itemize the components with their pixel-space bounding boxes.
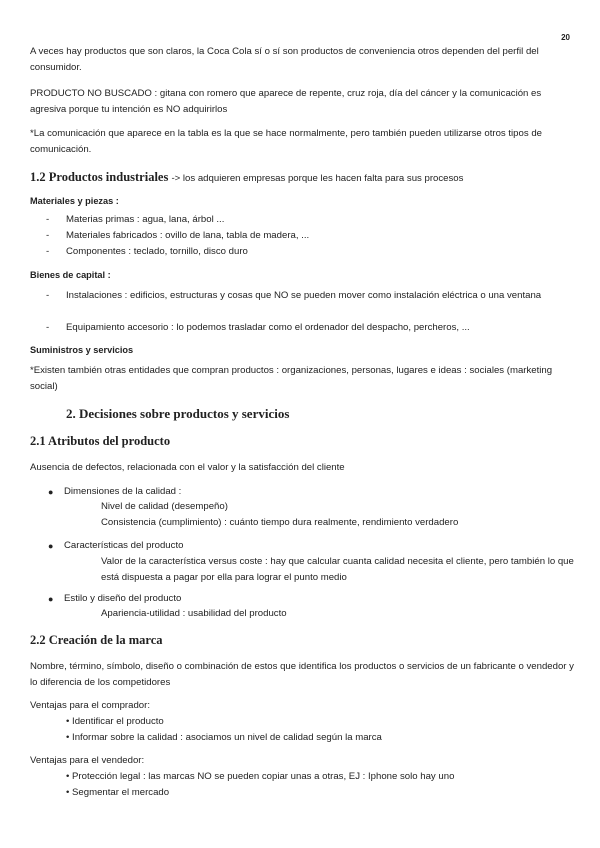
list-item: Materiales fabricados : ovillo de lana, tabla de madera, ... (66, 230, 310, 241)
dash-marker: - (46, 230, 50, 241)
section-1-2-title: 1.2 Productos industriales (30, 170, 169, 184)
comprador-title: Ventajas para el comprador: (30, 700, 150, 711)
section-2-heading: 2. Decisiones sobre productos y servicios (66, 406, 290, 421)
bullet-detail: Nivel de calidad (desempeño) (101, 501, 228, 512)
list-item: • Informar sobre la calidad : asociamos un nivel de calidad según la marca (66, 732, 382, 743)
list-item-text: Identificar el producto (72, 716, 164, 727)
dash-marker: - (46, 290, 50, 301)
section-2-1-intro: Ausencia de defectos, relacionada con el valor y la satisfacción del cliente (30, 462, 345, 473)
page-number: 20 (561, 33, 570, 42)
bullet-label: Estilo y diseño del producto (64, 593, 182, 604)
section-2-1-heading: 2.1 Atributos del producto (30, 434, 171, 448)
bullet-icon: ● (48, 541, 54, 551)
list-item: Equipamiento accesorio : lo podemos trasladar como el ordenador del despacho, percheros, ... (66, 322, 470, 333)
list-item: Materias primas : agua, lana, árbol ... (66, 214, 225, 225)
list-item: • Identificar el producto (66, 716, 164, 727)
capital-title: Bienes de capital : (30, 270, 111, 280)
section-1-2-tail: -> los adquieren empresas porque les hacen falta para sus procesos (171, 173, 464, 184)
section-2-2-intro: Nombre, término, símbolo, diseño o combinación de estos que identifica los productos o servicios de un fabricante o vendedor y lo diferencia de los competidores (30, 661, 574, 688)
dash-marker: - (46, 322, 50, 333)
dash-marker: - (46, 246, 50, 257)
materiales-title: Materiales y piezas : (30, 196, 119, 206)
bullet-detail: Valor de la característica versus coste : hay que calcular cuanta calidad necesita el cliente, pero también lo que está dispuesta a pagar por ella para lograr el punto medio (101, 556, 574, 583)
suministros-note: *Existen también otras entidades que compran productos : organizaciones, personas, lugares e ideas : sociales (marketing social) (30, 365, 553, 392)
bullet-detail: Consistencia (cumplimiento) : cuánto tiempo dura realmente, rendimiento verdadero (101, 517, 459, 528)
list-item: • Protección legal : las marcas NO se pueden copiar unas a otras, EJ : Iphone solo hay uno (66, 771, 455, 782)
list-item: Componentes : teclado, tornillo, disco duro (66, 246, 248, 257)
section-2-2-heading: 2.2 Creación de la marca (30, 633, 163, 647)
list-item-text: Protección legal : las marcas NO se pueden copiar unas a otras, EJ : Iphone solo hay uno (72, 771, 455, 782)
intro-paragraph-3: *La comunicación que aparece en la tabla es la que se hace normalmente, pero también pueden utilizarse otros tipos de comunicación. (30, 128, 542, 155)
bullet-detail: Apariencia-utilidad : usabilidad del producto (101, 608, 287, 619)
list-item: • Segmentar el mercado (66, 787, 170, 798)
list-item-text: Informar sobre la calidad : asociamos un nivel de calidad según la marca (72, 732, 382, 743)
dash-marker: - (46, 214, 50, 225)
vendedor-title: Ventajas para el vendedor: (30, 755, 145, 766)
bullet-icon: ● (48, 487, 54, 497)
bullet-label: Características del producto (64, 540, 184, 551)
intro-paragraph-2: PRODUCTO NO BUSCADO : gitana con romero que aparece de repente, cruz roja, día del cáncer y la comunicación es agresiva porque tu intención es NO adquirirlos (30, 88, 542, 115)
suministros-title: Suministros y servicios (30, 345, 134, 355)
list-item-text: Segmentar el mercado (72, 787, 170, 798)
intro-paragraph-1: A veces hay productos que son claros, la Coca Cola sí o sí son productos de conveniencia otros dependen del perfil del consumidor. (30, 46, 539, 73)
bullet-icon: ● (48, 594, 54, 604)
list-item: Instalaciones : edificios, estructuras y cosas que NO se pueden mover como instalación eléctrica o una ventana (66, 290, 542, 301)
bullet-label: Dimensiones de la calidad : (64, 486, 182, 497)
section-1-2-heading (30, 170, 463, 185)
